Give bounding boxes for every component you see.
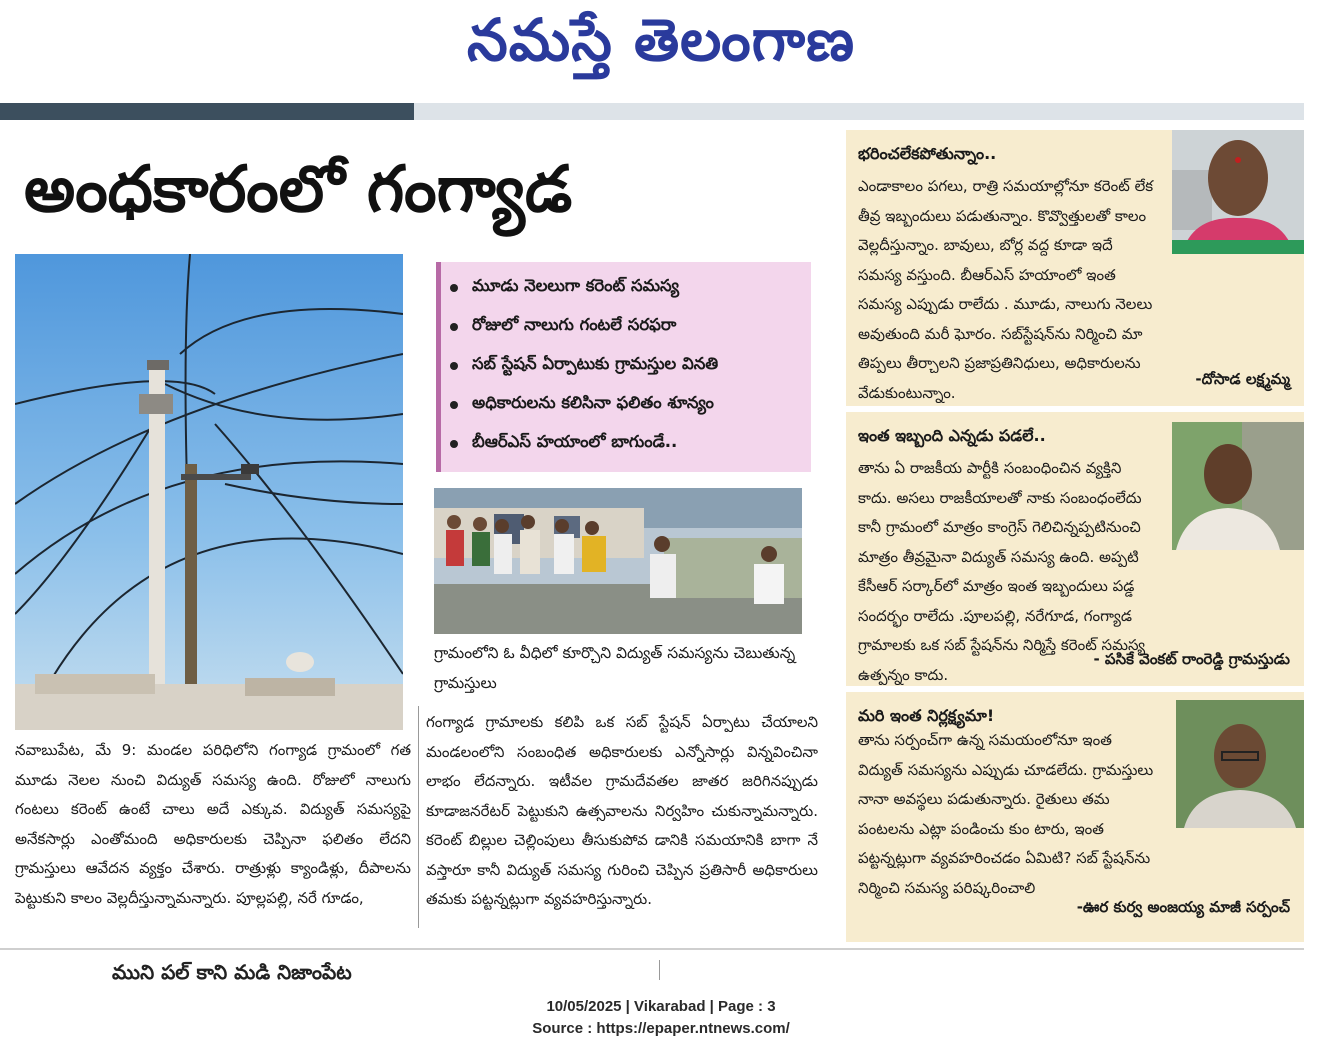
highlights-accent-bar — [436, 262, 441, 472]
photo-caption: గ్రామంలోని ఓ వీధిలో కూర్చొని విద్యుత్ సమస్యను చెబుతున్న గ్రామస్తులు — [434, 644, 796, 692]
quote-title: ఇంత ఇబ్బంది ఎన్నడు పడలే.. — [858, 426, 1046, 445]
bullet-icon — [450, 362, 458, 370]
column-divider — [418, 706, 419, 928]
quote-box-3 — [846, 692, 1304, 942]
electric-pole-photo — [15, 254, 403, 730]
quote-signature: -ఊర కుర్వ అంజయ్య మాజీ సర్పంచ్ — [1076, 898, 1290, 916]
masthead-band-light — [414, 103, 1304, 120]
highlight-item — [450, 424, 811, 463]
woman-portrait-photo — [1172, 130, 1304, 254]
quote-signature: - పసికే వెంకట్ రాంరెడ్డి గ్రామస్తుడు — [1093, 650, 1290, 668]
highlight-text: మూడు నెలలుగా కరెంట్ సమస్య — [472, 276, 680, 295]
article-headline: అంధకారంలో గంగ్యాడ — [24, 153, 573, 227]
highlight-item — [450, 268, 811, 307]
newspaper-logo: నమస్తే తెలంగాణ — [467, 6, 855, 74]
quote-signature: -దోసాడ లక్ష్మమ్మ — [1195, 370, 1290, 388]
quote-body — [858, 726, 1154, 903]
quote-text: తాను ఏ రాజకీయ పార్టీకి సంబంధించిన వ్యక్తిని కాదు. అసలు రాజకీయాలతో నాకు సంబంధంలేదు కానీ గ్రామంలో మాత్రం కాంగ్రెస్ గెలిచిన్నప్పటినుంచి మాత్రం తీవ్రమైనా విద్యుత్ సమస్య ఉంది. అప్పటి కేసీఆర్ సర్కార్‌లో మాత్రం ఇంత ఇబ్బందులు పడ్డ సందర్భం రాలేదు .పూలపల్లి, నరేగూడ, గంగ్యాడ గ్రామాలకు ఒక సబ్ స్టేషన్‌ను నిర్మిస్తే కరెంట్ సమస్య ఉత్పన్నం కాదు. — [858, 459, 1146, 684]
man-portrait-photo — [1172, 422, 1304, 550]
quote-text: తాను సర్పంచ్‌గా ఉన్న సమయంలోనూ ఇంత విద్యుత్ సమస్యను ఎప్పుడు చూడలేదు. గ్రామస్తులు నానా అవస్థలు పడుతున్నారు. రైతులు తమ పంటలను ఎట్లా పండించు కుం టారు, ఇంత పట్టన్నట్లుగా వ్యవహరించడం ఏమిటి? సబ్ స్టేషన్‌ను నిర్మించి సమస్య పరిష్కరించాలి — [858, 731, 1154, 897]
bullet-icon — [450, 440, 458, 448]
quote-title: భరించలేకపోతున్నాం.. — [858, 144, 997, 163]
villagers-photo — [434, 488, 802, 634]
page-footer — [0, 996, 1322, 1040]
quote-box-1 — [846, 130, 1304, 406]
highlight-text: బీఆర్ఎస్ హయాంలో బాగుండే.. — [472, 432, 678, 451]
footer-source[interactable]: Source : https://epaper.ntnews.com/ — [532, 1020, 790, 1037]
highlight-item — [450, 385, 811, 424]
article-body-left: నవాబుపేట, మే 9: మండల పరిధిలోని గంగ్యాడ గ్రామంలో గత మూడు నెలల నుంచి విద్యుత్ సమస్య ఉంది. రోజులో నాలుగు గంటలు కరెంట్ ఉంటే చాలు అదే ఎక్కువ. విద్యుత్ సమస్యపై అనేకసార్లు ఎంతోమంది అధికారులకు చెప్పినా ఫలితం లేదని గ్రామస్తులు ఆవేదన వ్యక్తం చేశారు. రాత్రుళ్లు క్యాండిళ్లు, దీపాలను పెట్టుకుని కాలం వెల్లదీస్తున్నామన్నారు. పూల్లపల్లి, నరే గూడం, — [15, 741, 411, 907]
highlight-text: అధికారులను కలిసినా ఫలితం శూన్యం — [472, 393, 714, 412]
highlight-item — [450, 307, 811, 346]
bullet-icon — [450, 401, 458, 409]
masthead — [0, 0, 1322, 100]
highlight-text: రోజులో నాలుగు గంటలే సరఫరా — [472, 315, 677, 334]
highlight-text: సబ్ స్టేషన్ ఏర్పాటుకు గ్రామస్తుల వినతి — [472, 354, 719, 373]
page-bottom-rule — [0, 948, 1304, 950]
next-story-strip — [112, 960, 1212, 982]
quote-text: ఎండాకాలం పగలు, రాత్రి సమయాల్లోనూ కరెంట్ లేక తీవ్ర ఇబ్బందులు పడుతున్నాం. కొవ్వొత్తులతో కాలం వెల్లదీస్తున్నాం. బావులు, బోర్ల వద్ద కూడా ఇదే సమస్య వస్తుంది. బీఆర్ఎస్ హయాంలో ఇంత సమస్య ఎప్పుడు రాలేదు . మూడు, నాలుగు నెలలు అవుతుంది మరీ ఘోరం. సబ్‌స్టేషన్‌ను నిర్మించి మా తిప్పలు తీర్చాలని ప్రజాప్రతినిధులు, అధికారులను వేడుకుంటున్నాం. — [858, 177, 1154, 402]
footer-date-edition: 10/05/2025 | Vikarabad | Page : 3 — [546, 998, 776, 1015]
quote-box-2 — [846, 412, 1304, 686]
article-body-middle: గంగ్యాడ గ్రామాలకు కలిపి ఒక సబ్ స్టేషన్ ఏర్పాటు చేయాలని మండలంలోని సంబంధిత అధికారులకు ఎన్నోసార్లు విన్నవించినా లాభం లేదన్నారు. ఇటీవల గ్రామదేవతల జాతర జరిగినప్పుడు కూడాజనరేటర్ పెట్టుకుని ఉత్సవాలను నిర్వహిం చుకున్నామన్నారు. కరెంట్ బిల్లుల చెల్లింపులు తీసుకుపోవ డానికి సమయానికి బాగా నే వస్తారూ కానీ విద్యుత్ సమస్య గురించి చెప్పిన ప్రతిసారీ అధికారులు తమకు పట్టన్నట్లుగా వ్యవహరిస్తున్నారు. — [426, 713, 818, 908]
quote-body — [858, 172, 1154, 408]
quote-title: మరి ఇంత నిర్లక్ష్యమా! — [858, 706, 995, 725]
next-story-headline: ముని పల్ కాని మడి నిజాంపేట — [112, 960, 352, 982]
highlight-item — [450, 346, 811, 385]
masthead-band-dark — [0, 103, 414, 120]
highlights-box — [436, 262, 811, 472]
bullet-icon — [450, 284, 458, 292]
bullet-icon — [450, 323, 458, 331]
former-sarpanch-portrait-photo — [1176, 700, 1304, 828]
